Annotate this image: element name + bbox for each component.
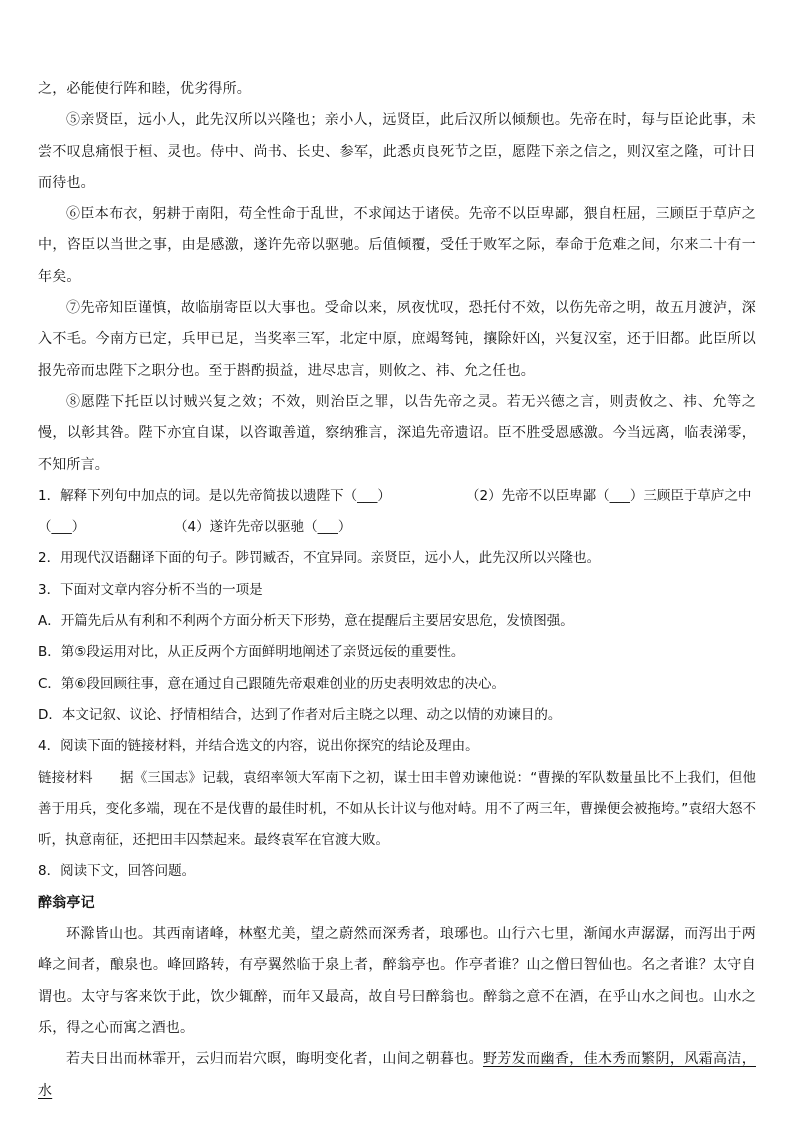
question-4: 4．阅读下面的链接材料，并结合选文的内容，说出你探究的结论及理由。	[38, 738, 479, 755]
passage-paragraph-8: ⑧愿陛下托臣以讨贼兴复之效；不效，则治臣之罪，以告先帝之灵。若无兴德之言，则责攸之、祎、允等之慢，以彰其咎。陛下亦宜自谋，以咨诹善道，察纳雅言，深追先帝遗诏。臣不胜受恩感激。今当远离，临表涕零，不知所言。	[38, 393, 756, 473]
question-3: 3．下面对文章内容分析不当的一项是	[38, 581, 263, 598]
passage-line-0: 之，必能使行阵和睦，优劣得所。	[38, 81, 251, 97]
link-material: 链接材料 据《三国志》记载，袁绍率领大军南下之初，谋士田丰曾劝谏他说：“曹操的军队数量虽比不上我们，但他善于用兵，变化多端，现在不是伐曹的最佳时机，不如从长计议与他对峙。用不了两三年，曹操便会被拖垮。”袁绍大怒不听，执意南征，还把田丰囚禁起来。最终袁军在官渡大败。	[38, 769, 756, 849]
passage-paragraph-6: ⑥臣本布衣，躬耕于南阳，苟全性命于乱世，不求闻达于诸侯。先帝不以臣卑鄙，猥自枉屈，三顾臣于草庐之中，咨臣以当世之事，由是感激，遂许先帝以驱驰。后值倾覆，受任于败军之际，奉命于危难之间，尔来二十有一年矣。	[38, 206, 756, 285]
question-3-option-d: D．本文记叙、议论、抒情相结合，达到了作者对后主晓之以理、动之以情的劝谏目的。	[38, 706, 562, 723]
question-1-part-1: 1．解释下列句中加点的词。是以先帝简拔以遗陛下（___）	[38, 487, 391, 504]
question-2: 2．用现代汉语翻译下面的句子。陟罚臧否，不宜异同。亲贤臣，远小人，此先汉所以兴隆也。	[38, 550, 601, 567]
passage-paragraph-5: ⑤亲贤臣，远小人，此先汉所以兴隆也；亲小人，远贤臣，此后汉所以倾颓也。先帝在时，每与臣论此事，未尝不叹息痛恨于桓、灵也。侍中、尚书、长史、参军，此悉贞良死节之臣，愿陛下亲之信之，则汉室之隆，可计日而待也。	[38, 112, 756, 191]
question-1-part-4: （4）遂许先帝以驱驰（___）	[174, 519, 352, 536]
question-3-option-b: B．第⑤段运用对比，从正反两个方面鲜明地阐述了亲贤远佞的重要性。	[38, 644, 465, 661]
passage-paragraph-7: ⑦先帝知臣谨慎，故临崩寄臣以大事也。受命以来，夙夜忧叹，恐托付不效，以伤先帝之明，故五月渡泸，深入不毛。今南方已定，兵甲已足，当奖率三军，北定中原，庶竭驽钝，攘除奸凶，兴复汉室，还于旧都。此臣所以报先帝而忠陛下之职分也。至于斟酌损益，进尽忠言，则攸之、祎、允之任也。	[38, 300, 756, 379]
document-page	[38, 74, 756, 1107]
passage-2-paragraph-1: 环滁皆山也。其西南诸峰，林壑尤美，望之蔚然而深秀者，琅琊也。山行六七里，渐闻水声潺潺，而泻出于两峰之间者，酿泉也。峰回路转，有亭翼然临于泉上者，醉翁亭也。作亭者谁？山之僧曰智仙也。名之者谁？太守自谓也。太守与客来饮于此，饮少辄醉，而年又最高，故自号曰醉翁也。醉翁之意不在酒，在乎山水之间也。山水之乐，得之心而寓之酒也。	[38, 926, 756, 1036]
passage-2-underlined-text: 野芳发而幽香，佳木秀而繁阴，风霜高洁，水	[38, 1051, 756, 1099]
question-3-option-a: A．开篇先后从有利和不利两个方面分析天下形势，意在提醒后主要居安思危，发愤图强。	[38, 613, 574, 630]
question-1-part-3-blank: （___）	[38, 519, 86, 536]
passage-2-paragraph-2-plain: 若夫日出而林霏开，云归而岩穴暝，晦明变化者，山间之朝暮也。	[66, 1051, 483, 1068]
question-1-part-2: （2）先帝不以臣卑鄙（___）三顾臣于草庐之中	[466, 487, 752, 504]
question-1-row-2	[38, 512, 756, 543]
question-8: 8．阅读下文，回答问题。	[38, 863, 196, 880]
passage-2-title: 醉翁亭记	[38, 894, 95, 911]
passage-2-paragraph-2	[38, 1044, 756, 1107]
question-3-option-c: C．第⑥段回顾往事，意在通过自己跟随先帝艰难创业的历史表明效忠的决心。	[38, 675, 506, 692]
question-1-row	[38, 481, 756, 512]
